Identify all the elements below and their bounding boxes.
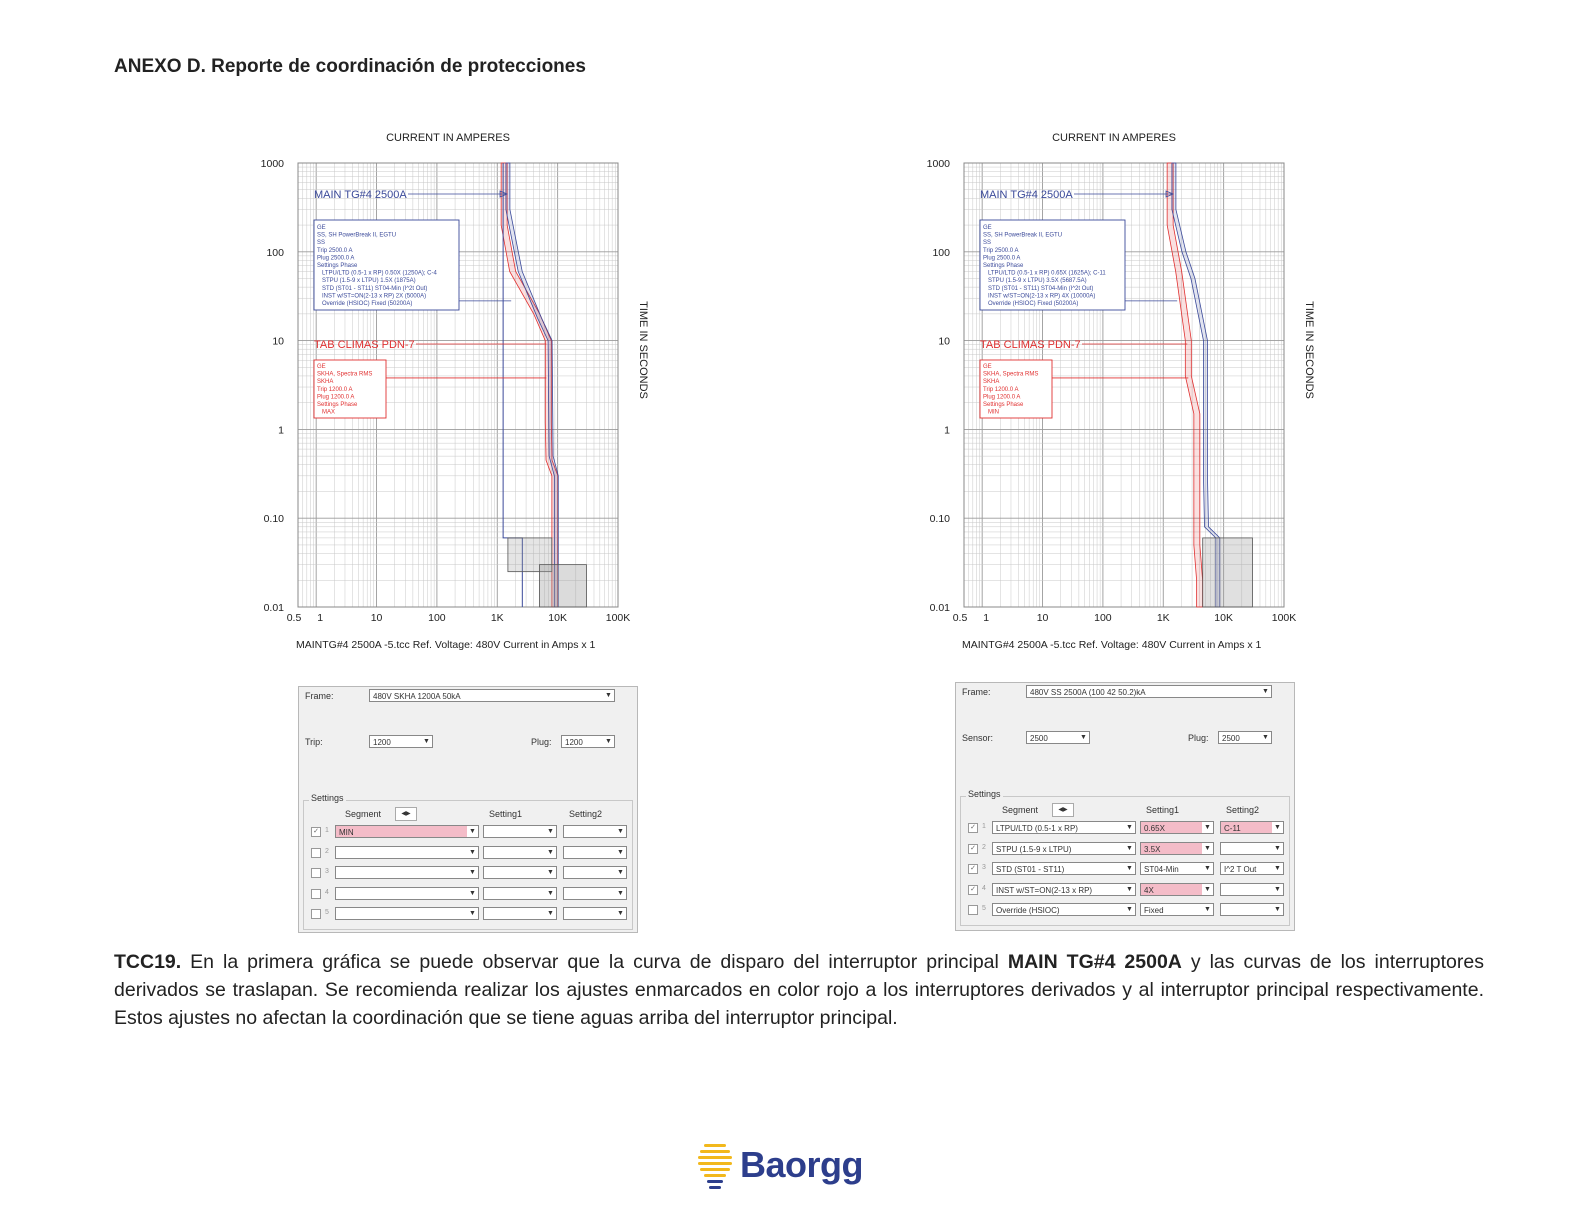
segment-select[interactable] (992, 883, 1136, 896)
segment-spinner[interactable]: ◀▶ (1052, 803, 1074, 817)
frame-select-value: 480V SKHA 1200A 50kA (373, 692, 461, 701)
x-tick-label: 0.5 (952, 612, 968, 624)
x-tick-label: 100K (605, 612, 631, 624)
x-tick-label: 100 (1094, 612, 1112, 624)
main-settings-line: GE (317, 225, 326, 231)
col-segment: Segment (345, 809, 382, 819)
chevron-down-icon[interactable]: ▼ (467, 826, 478, 837)
branch-settings-line: Settings Phase (317, 402, 358, 408)
chevron-down-icon[interactable]: ▼ (615, 908, 626, 919)
chevron-down-icon[interactable]: ▼ (467, 867, 478, 878)
chevron-down-icon[interactable]: ▼ (1202, 822, 1213, 833)
trip-select[interactable] (369, 735, 433, 748)
setting2-select[interactable] (563, 907, 627, 920)
segment-select[interactable] (335, 907, 479, 920)
plug-label: Plug: (1188, 733, 1209, 743)
row-index: 2 (982, 843, 986, 851)
chevron-down-icon[interactable]: ▼ (545, 888, 556, 899)
setting1-select-value: 3.5X (1144, 844, 1161, 854)
y-tick-label: 1000 (260, 158, 284, 170)
row-index: 5 (325, 909, 329, 916)
chevron-down-icon[interactable]: ▼ (1124, 843, 1135, 854)
tcc-chart-left (250, 120, 670, 660)
segment-select[interactable] (992, 842, 1136, 855)
row-checkbox[interactable]: ✓ (968, 823, 978, 833)
segment-select-value: INST w/ST=ON(2-13 x RP) (996, 885, 1093, 895)
row-checkbox[interactable]: ✓ (968, 885, 978, 895)
branch-settings-line: MIN (988, 409, 999, 416)
x-tick-label: 1 (317, 612, 324, 624)
y-tick-label: 1000 (926, 158, 950, 170)
chevron-down-icon[interactable]: ▼ (1260, 732, 1271, 743)
setting1-select[interactable] (1140, 821, 1214, 834)
y-tick-label: 100 (266, 246, 284, 259)
main-breaker-label: MAIN TG#4 2500A (314, 189, 407, 201)
branch-settings-line: Trip 1200.0 A (317, 386, 353, 393)
main-settings-line: Plug 2500.0 A (983, 255, 1021, 262)
main-settings-line: SS (317, 240, 326, 247)
setting2-select[interactable] (1220, 883, 1284, 896)
chevron-down-icon[interactable]: ▼ (467, 888, 478, 899)
y-tick-label: 100 (932, 246, 950, 259)
y-tick-label: 0.10 (263, 513, 284, 526)
settings-panel-left (298, 686, 638, 933)
setting2-select[interactable] (1220, 842, 1284, 855)
setting2-select[interactable] (563, 887, 627, 900)
settings-label: Settings (968, 789, 1001, 799)
segment-select[interactable] (335, 846, 479, 859)
axis-right-label: TIME IN SECONDS (1303, 301, 1315, 399)
setting1-select[interactable] (1140, 903, 1214, 916)
frame-select[interactable] (369, 689, 615, 702)
segment-select-value: STD (ST01 - ST11) (996, 865, 1065, 874)
row-checkbox[interactable] (311, 848, 321, 858)
setting1-select[interactable] (1140, 842, 1214, 855)
chevron-down-icon[interactable]: ▼ (1202, 904, 1213, 915)
segment-select[interactable] (335, 825, 479, 838)
setting1-select-value: ST04-Min (1144, 865, 1179, 874)
branch-settings-line: Plug 1200.0 A (317, 394, 355, 401)
segment-select-value: STPU (1.5-9 x LTPU) (996, 844, 1072, 854)
bulb-icon (696, 1140, 740, 1196)
setting1-select[interactable] (483, 866, 557, 879)
row-index: 3 (325, 868, 329, 875)
chevron-down-icon[interactable]: ▼ (1124, 884, 1135, 895)
setting2-select[interactable] (563, 866, 627, 879)
row-checkbox[interactable] (311, 909, 321, 919)
branch-settings-line: Settings Phase (983, 402, 1024, 408)
segment-select[interactable] (335, 866, 479, 879)
plug-select-value: 1200 (565, 738, 583, 747)
chevron-down-icon[interactable]: ▼ (615, 888, 626, 899)
chevron-down-icon[interactable]: ▼ (545, 908, 556, 919)
segment-select[interactable] (992, 903, 1136, 916)
main-settings-line: SS, SH PowerBreak II, EGTU (983, 232, 1063, 239)
main-settings-line: INST w/ST=ON(2-13 x RP) 4X (10000A) (988, 293, 1096, 300)
segment-select[interactable] (335, 887, 479, 900)
col-setting1: Setting1 (1146, 805, 1180, 815)
chevron-down-icon[interactable]: ▼ (545, 847, 556, 858)
main-settings-line: GE (983, 225, 992, 231)
y-tick-label: 1 (278, 424, 284, 437)
main-settings-line: STPU (1.5-9 x LTPU) 1.5X (1875A) (322, 278, 416, 285)
x-tick-label: 100K (1271, 612, 1297, 624)
trip-select-value: 2500 (1030, 734, 1048, 743)
segment-spinner[interactable]: ◀▶ (395, 807, 417, 821)
row-index: 4 (982, 884, 986, 892)
col-segment: Segment (1002, 805, 1039, 815)
axis-top-label: CURRENT IN AMPERES (386, 132, 510, 144)
branch-settings-line: Trip 1200.0 A (983, 386, 1019, 393)
segment-select[interactable] (992, 862, 1136, 875)
st-band (1203, 538, 1253, 607)
chevron-down-icon[interactable]: ▼ (1124, 822, 1135, 833)
chevron-down-icon[interactable]: ▼ (1272, 863, 1283, 874)
main-breaker-label: MAIN TG#4 2500A (980, 189, 1073, 201)
branch-settings-line: SKHA (983, 379, 1000, 386)
main-settings-line: Override (HSIOC) Fixed (50200A) (322, 301, 413, 307)
setting1-select[interactable] (483, 907, 557, 920)
row-checkbox[interactable]: ✓ (968, 864, 978, 874)
trip-label: Trip: (305, 737, 323, 747)
paragraph-text-2: y las curvas de los interruptores derivados se traslapan. Se recomienda realizar los ajustes enmarcados en color rojo a los interruptores derivados y al interruptor principal respectivamente. Estos ajustes no afectan la coordinación que se tiene aguas arriba del interruptor principal. (114, 951, 1484, 1029)
col-setting2: Setting2 (1226, 805, 1260, 815)
axis-right-label: TIME IN SECONDS (637, 301, 649, 399)
frame-label: Frame: (305, 691, 334, 701)
chevron-down-icon[interactable]: ▼ (615, 867, 626, 878)
x-tick-label: 0.5 (286, 612, 302, 624)
chevron-down-icon[interactable]: ▼ (421, 736, 432, 747)
chevron-down-icon[interactable]: ▼ (467, 908, 478, 919)
branch-breaker-label: TAB CLIMAS PDN-7 (980, 339, 1081, 351)
branch-settings-line: MAX (322, 409, 336, 416)
trip-select-value: 1200 (373, 738, 391, 747)
main-settings-line: STPU (1.5-9 x LTPU) 3.5X (5687.5A) (988, 278, 1087, 285)
main-settings-line: Trip 2500.0 A (983, 247, 1019, 254)
setting2-select[interactable] (1220, 903, 1284, 916)
main-settings-line: Plug 2500.0 A (317, 255, 355, 262)
page-heading: ANEXO D. Reporte de coordinación de protecciones (114, 56, 586, 77)
main-settings-line: Trip 2500.0 A (317, 247, 353, 254)
plug-select-value: 2500 (1222, 734, 1240, 743)
tcc-chart-right (916, 120, 1336, 660)
x-tick-label: 100 (428, 612, 446, 624)
brand-logo (696, 1140, 896, 1200)
setting2-select-value: C-11 (1224, 824, 1241, 833)
paragraph-text-1: En la primera gráfica se puede observar que la curva de disparo del interruptor principal (181, 951, 1008, 973)
chevron-down-icon[interactable]: ▼ (1260, 686, 1271, 697)
setting2-select-value: I^2 T Out (1224, 865, 1257, 874)
inst-band (539, 565, 586, 607)
setting1-select-value: Fixed (1144, 906, 1164, 915)
row-index: 4 (325, 888, 329, 896)
x-tick-label: 10 (1036, 612, 1049, 624)
x-tick-label: 10K (1214, 612, 1233, 624)
row-checkbox[interactable] (311, 889, 321, 899)
trip-select[interactable] (1026, 731, 1090, 744)
main-settings-line: INST w/ST=ON(2-13 x RP) 2X (5000A) (322, 293, 427, 300)
chevron-down-icon[interactable]: ▼ (1272, 884, 1283, 895)
branch-curve (1167, 163, 1202, 607)
main-settings-line: SS (983, 240, 992, 247)
setting2-select[interactable] (563, 825, 627, 838)
chevron-down-icon[interactable]: ▼ (1202, 884, 1213, 895)
plug-select[interactable] (1218, 731, 1272, 744)
y-tick-label: 10 (272, 335, 284, 348)
main-settings-line: LTPU/LTD (0.5-1 x RP) 0.50X (1250A); C-4 (322, 270, 437, 277)
chevron-down-icon[interactable]: ▼ (1202, 863, 1213, 874)
setting2-select[interactable] (1220, 821, 1284, 834)
chevron-down-icon[interactable]: ▼ (615, 847, 626, 858)
paragraph-bold: MAIN TG#4 2500A (1007, 951, 1182, 973)
segment-select[interactable] (992, 821, 1136, 834)
row-checkbox[interactable] (968, 905, 978, 915)
setting1-select[interactable] (483, 846, 557, 859)
branch-settings-line: SKHA, Spectra RMS (983, 371, 1039, 378)
branch-settings-line: GE (317, 364, 326, 370)
chevron-down-icon[interactable]: ▼ (545, 867, 556, 878)
x-tick-label: 10K (548, 612, 567, 624)
branch-breaker-label: TAB CLIMAS PDN-7 (314, 339, 415, 351)
setting2-select[interactable] (1220, 862, 1284, 875)
setting1-select[interactable] (483, 825, 557, 838)
chart-footer: MAINTG#4 2500A -5.tcc Ref. Voltage: 480V Current in Amps x 1 (962, 639, 1262, 651)
chevron-down-icon[interactable]: ▼ (1124, 904, 1135, 915)
row-index: 2 (325, 847, 329, 855)
main-settings-line: Settings Phase (317, 263, 358, 269)
chevron-down-icon[interactable]: ▼ (1272, 843, 1283, 854)
chevron-down-icon[interactable]: ▼ (467, 847, 478, 858)
chevron-down-icon[interactable]: ▼ (1124, 863, 1135, 874)
branch-settings-line: SKHA (317, 379, 334, 386)
branch-settings-line: GE (983, 364, 992, 370)
frame-label: Frame: (962, 687, 991, 697)
chevron-down-icon[interactable]: ▼ (615, 826, 626, 837)
main-settings-line: STD (ST01 - ST11) ST04-Min (I^2t Out) (322, 285, 428, 292)
col-setting2: Setting2 (569, 809, 603, 819)
plug-select[interactable] (561, 735, 615, 748)
setting2-select[interactable] (563, 846, 627, 859)
segment-select-value: LTPU/LTD (0.5-1 x RP) (996, 824, 1078, 833)
setting1-select-value: 4X (1144, 885, 1154, 895)
main-settings-line: Settings Phase (983, 263, 1024, 269)
branch-settings-line: Plug 1200.0 A (983, 394, 1021, 401)
row-checkbox[interactable]: ✓ (311, 827, 321, 837)
row-index: 5 (982, 905, 986, 912)
chevron-down-icon[interactable]: ▼ (1272, 904, 1283, 915)
x-tick-label: 1 (983, 612, 990, 624)
y-tick-label: 0.10 (929, 513, 950, 526)
col-setting1: Setting1 (489, 809, 523, 819)
settings-label: Settings (311, 793, 344, 803)
segment-select-value: Override (HSIOC) (996, 906, 1060, 915)
chevron-down-icon[interactable]: ▼ (1202, 843, 1213, 854)
chevron-down-icon[interactable]: ▼ (545, 826, 556, 837)
branch-settings-line: SKHA, Spectra RMS (317, 371, 373, 378)
axis-top-label: CURRENT IN AMPERES (1052, 132, 1176, 144)
frame-select[interactable] (1026, 685, 1272, 698)
row-index: 3 (982, 864, 986, 871)
plug-label: Plug: (531, 737, 552, 747)
settings-panel-right (955, 682, 1295, 931)
main-settings-line: SS, SH PowerBreak II, EGTU (317, 232, 397, 239)
setting1-select[interactable] (1140, 862, 1214, 875)
main-settings-line: STD (ST01 - ST11) ST04-Min (I^2t Out) (988, 285, 1094, 292)
chevron-down-icon[interactable]: ▼ (1078, 732, 1089, 743)
y-tick-label: 0.01 (929, 602, 950, 614)
main-settings-line: Override (HSIOC) Fixed (50200A) (988, 301, 1079, 307)
y-tick-label: 10 (938, 335, 950, 348)
frame-select-value: 480V SS 2500A (100 42 50.2)kA (1030, 688, 1146, 697)
row-index: 1 (982, 823, 986, 830)
row-checkbox[interactable] (311, 868, 321, 878)
main-settings-line: LTPU/LTD (0.5-1 x RP) 0.65X (1625A); C-11 (988, 270, 1106, 277)
trip-label: Sensor: (962, 733, 994, 743)
segment-select-value: MIN (339, 828, 354, 837)
y-tick-label: 0.01 (263, 602, 284, 614)
description-paragraph (114, 948, 1484, 1032)
chevron-down-icon[interactable]: ▼ (1272, 822, 1283, 833)
chart-footer: MAINTG#4 2500A -5.tcc Ref. Voltage: 480V Current in Amps x 1 (296, 639, 596, 651)
chevron-down-icon[interactable]: ▼ (603, 690, 614, 701)
paragraph-lead: TCC19. (114, 951, 182, 973)
setting1-select[interactable] (1140, 883, 1214, 896)
setting1-select-value: 0.65X (1144, 824, 1165, 833)
row-index: 1 (325, 827, 329, 834)
chevron-down-icon[interactable]: ▼ (603, 736, 614, 747)
x-tick-label: 10 (370, 612, 383, 624)
x-tick-label: 1K (1156, 612, 1170, 624)
x-tick-label: 1K (490, 612, 504, 624)
logo-text: Baorgg (740, 1144, 863, 1185)
row-checkbox[interactable]: ✓ (968, 844, 978, 854)
y-tick-label: 1 (944, 424, 950, 437)
setting1-select[interactable] (483, 887, 557, 900)
